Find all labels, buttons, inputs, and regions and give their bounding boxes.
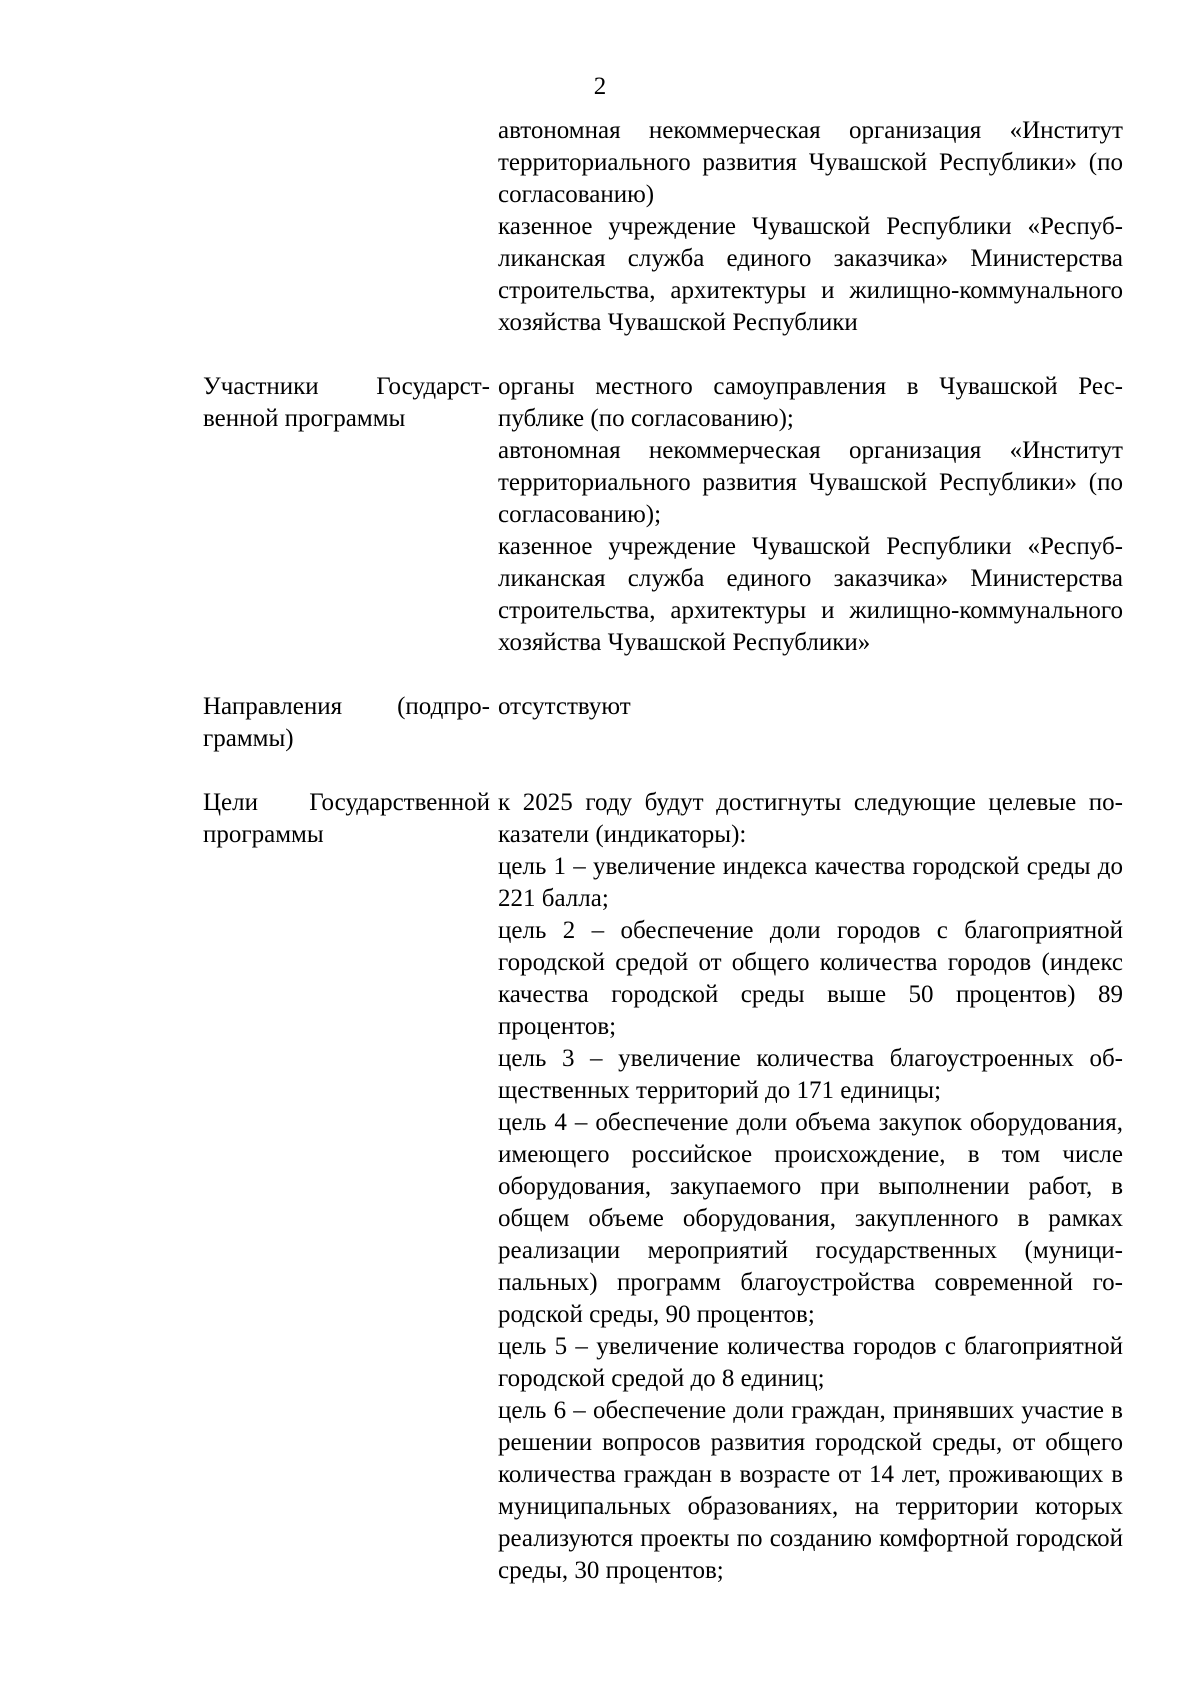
value-paragraph: казенное учреждение Чувашской Республики «Республиканская служба единого заказчика» Министерства строительства, архитектуры и жилищно-коммунального хозяйства Чувашской Республики» xyxy=(498,533,1123,656)
value-paragraph: цель 6 – обеспечение доли граждан, принявших участие в решении вопросов развития городской среды, от общего количества граждан в возрасте от 14 лет, проживающих в муниципальных образованиях, на территории которых реализуются проекты по созданию комфортной городской среды, 30 процентов; xyxy=(498,1397,1123,1584)
value-paragraph: органы местного самоуправления в Чувашской Республике (по согласованию); xyxy=(498,373,1123,432)
passport-table xyxy=(203,115,1123,1587)
row-label xyxy=(203,371,490,659)
row-label xyxy=(203,691,490,755)
page-number: 2 xyxy=(593,73,607,100)
value-paragraph: автономная некоммерческая организация «Институт территориального развития Чувашской Республики» (по согласованию) xyxy=(498,117,1123,208)
table-row-executors-continued xyxy=(203,115,1123,339)
value-paragraph: казенное учреждение Чувашской Республики «Республиканская служба единого заказчика» Министерства строительства, архитектуры и жилищно-коммунального хозяйства Чувашской Республики xyxy=(498,213,1123,336)
label-line: Участники Государст- xyxy=(203,373,490,400)
label-line: граммы) xyxy=(203,725,294,752)
value-paragraph: цель 4 – обеспечение доли объема закупок оборудования, имеющего российское происхождение, в том числе оборудования, закупаемого при выполнении работ, в общем объеме оборудования, закупленного в рамках реализации мероприятий государственных (муниципальных) программ благоустройства современной городской среды, 90 процентов; xyxy=(498,1109,1123,1328)
row-value xyxy=(498,787,1123,1587)
value-paragraph: цель 1 – увеличение индекса качества городской среды до 221 балла; xyxy=(498,853,1123,912)
row-label xyxy=(203,115,490,339)
value-paragraph: к 2025 году будут достигнуты следующие целевые показатели (индикаторы): xyxy=(498,789,1123,848)
table-row-goals xyxy=(203,787,1123,1587)
row-value xyxy=(498,371,1123,659)
value-paragraph: цель 5 – увеличение количества городов с благоприятной городской средой до 8 единиц; xyxy=(498,1333,1123,1392)
value-paragraph: отсутствуют xyxy=(498,693,631,720)
row-value xyxy=(498,691,1123,755)
row-label xyxy=(203,787,490,1587)
value-paragraph: цель 3 – увеличение количества благоустроенных общественных территорий до 171 единицы; xyxy=(498,1045,1123,1104)
label-line: программы xyxy=(203,821,324,848)
table-row-directions xyxy=(203,691,1123,755)
value-paragraph: цель 2 – обеспечение доли городов с благоприятной городской средой от общего количества городов (индекс качества городской среды выше 50 процентов) 89 процентов; xyxy=(498,917,1123,1040)
label-line: Направления (подпро- xyxy=(203,693,490,720)
table-row-participants xyxy=(203,371,1123,659)
label-line: Цели Государственной xyxy=(203,789,490,816)
label-line: венной программы xyxy=(203,405,406,432)
row-value xyxy=(498,115,1123,339)
value-paragraph: автономная некоммерческая организация «Институт территориального развития Чувашской Республики» (по согласованию); xyxy=(498,437,1123,528)
